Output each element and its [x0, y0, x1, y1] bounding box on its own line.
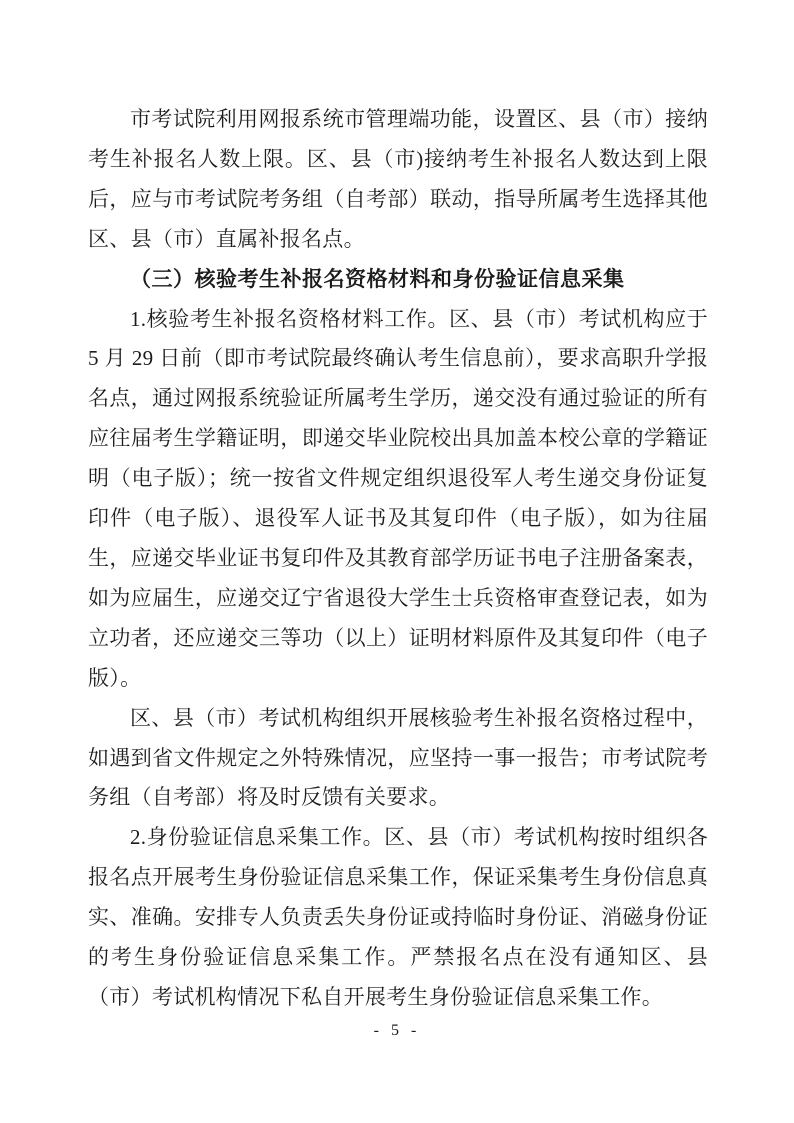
- paragraph-report-requirement: 区、县（市）考试机构组织开展核验考生补报名资格过程中，如遇到省文件规定之外特殊情况，应坚持一事一报告；市考试院考务组（自考部）将及时反馈有关要求。: [88, 705, 708, 810]
- paragraph-item-2: 2.身份验证信息采集工作。区、县（市）考试机构按时组织各报名点开展考生身份验证信息采集工作，保证采集考生身份信息真实、准确。安排专人负责丢失身份证或持临时身份证、消磁身份证的考生身份验证信息采集工作。严禁报名点在没有通知区、县（市）考试机构情况下私自开展考生身份验证信息采集工作。: [88, 825, 708, 1009]
- document-body: [88, 100, 708, 1018]
- section-heading: （三）核验考生补报名资格材料和身份验证信息采集: [130, 266, 625, 291]
- paragraph-item-1: 1.核验考生补报名资格材料工作。区、县（市）考试机构应于 5 月 29 日前（即市考试院最终确认考生信息前），要求高职升学报名点，通过网报系统验证所属考生学历，递交没有通过验证的所有应往届考生学籍证明，即递交毕业院校出具加盖本校公章的学籍证明（电子版）；统一按省文件规定组织退役军人考生递交身份证复印件（电子版）、退役军人证书及其复印件（电子版），如为往届生，应递交毕业证书复印件及其教育部学历证书电子注册备案表，如为应届生，应递交辽宁省退役大学生士兵资格审查登记表，如为立功者，还应递交三等功（以上）证明材料原件及其复印件（电子版）。: [88, 306, 708, 690]
- page-number: - 5 -: [373, 1022, 421, 1039]
- paragraph-intro: 市考试院利用网报系统市管理端功能，设置区、县（市）接纳考生补报名人数上限。区、县（市)接纳考生补报名人数达到上限后，应与市考试院考务组（自考部）联动，指导所属考生选择其他区、县（市）直属补报名点。: [88, 107, 708, 251]
